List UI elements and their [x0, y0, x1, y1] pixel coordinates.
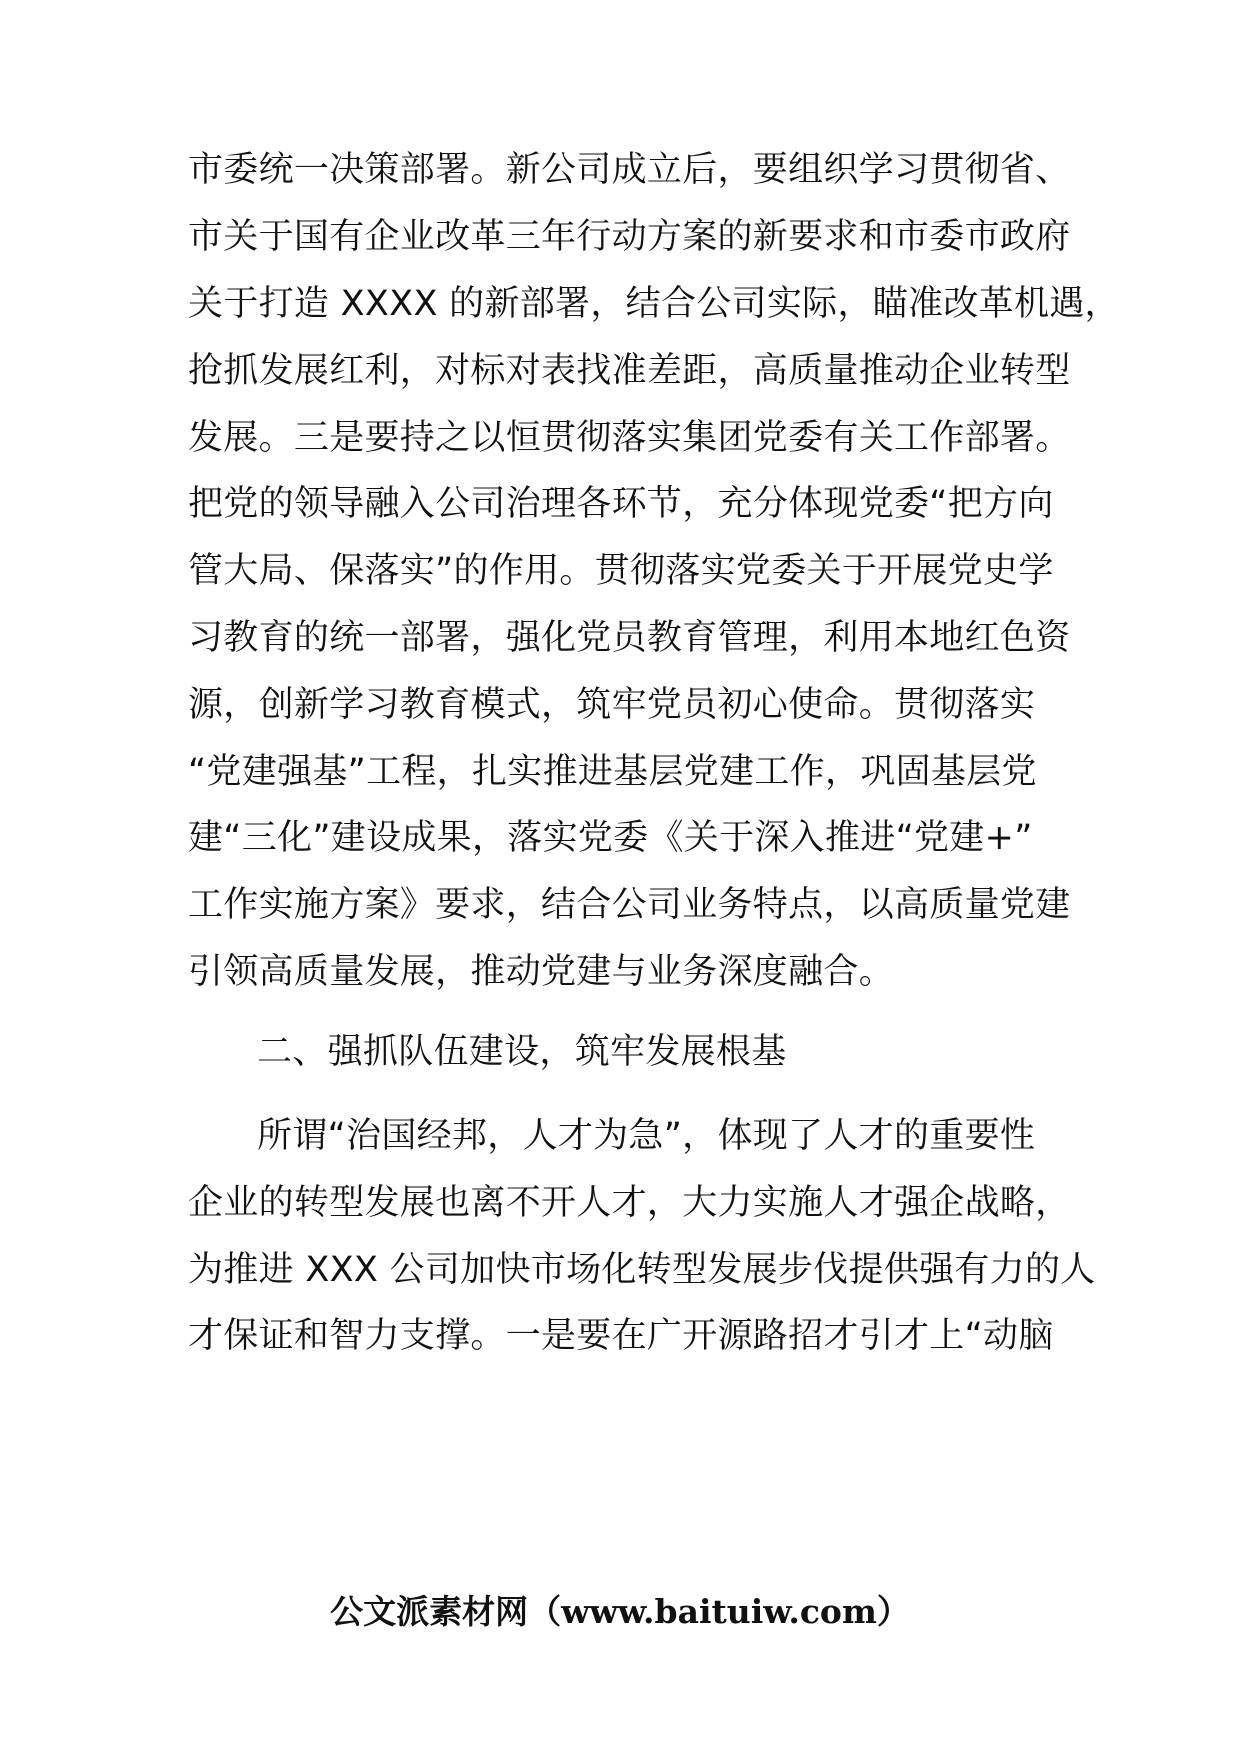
body-text-line: 抢抓发展红利，对标对表找准差距，高质量推动企业转型 [188, 351, 1071, 391]
body-text-line: 市关于国有企业改革三年行动方案的新要求和市委市政府 [188, 217, 1071, 257]
body-text-line: 建“三化”建设成果，落实党委《关于深入推进“党建+” [188, 818, 1033, 858]
body-text-line: 把党的领导融入公司治理各环节，充分体现党委“把方向 [188, 484, 1054, 524]
body-text-line: 关于打造 XXXX 的新部署，结合公司实际，瞄准改革机遇， [188, 284, 1120, 324]
body-text-line: 源，创新学习教育模式，筑牢党员初心使命。贯彻落实 [188, 685, 1036, 725]
body-text-line: 管大局、保落实”的作用。贯彻落实党委关于开展党史学 [188, 551, 1054, 591]
body-text-line: 工作实施方案》要求，结合公司业务特点，以高质量党建 [188, 885, 1071, 925]
body-text-line: 习教育的统一部署，强化党员教育管理，利用本地红色资 [188, 618, 1071, 658]
body-text-line: 市委统一决策部署。新公司成立后，要组织学习贯彻省、 [188, 150, 1071, 190]
body-text-line: “党建强基”工程，扎实推进基层党建工作，巩固基层党 [188, 752, 1037, 792]
body-text-line: 才保证和智力支撑。一是要在广开源路招才引才上“动脑 [188, 1316, 1054, 1356]
body-text-line: 所谓“治国经邦，人才为急”，体现了人才的重要性 [257, 1116, 1036, 1156]
body-text-line: 企业的转型发展也离不开人才，大力实施人才强企战略， [188, 1183, 1071, 1223]
body-text-line: 引领高质量发展，推动党建与业务深度融合。 [188, 952, 895, 992]
body-text-line: 为推进 XXX 公司加快市场化转型发展步伐提供强有力的人 [188, 1250, 1096, 1290]
footer-watermark: 公文派素材网（www.baituiw.com） [330, 1592, 910, 1631]
body-text-line: 发展。三是要持之以恒贯彻落实集团党委有关工作部署。 [188, 418, 1071, 458]
section-heading: 二、强抓队伍建设，筑牢发展根基 [257, 1032, 787, 1072]
